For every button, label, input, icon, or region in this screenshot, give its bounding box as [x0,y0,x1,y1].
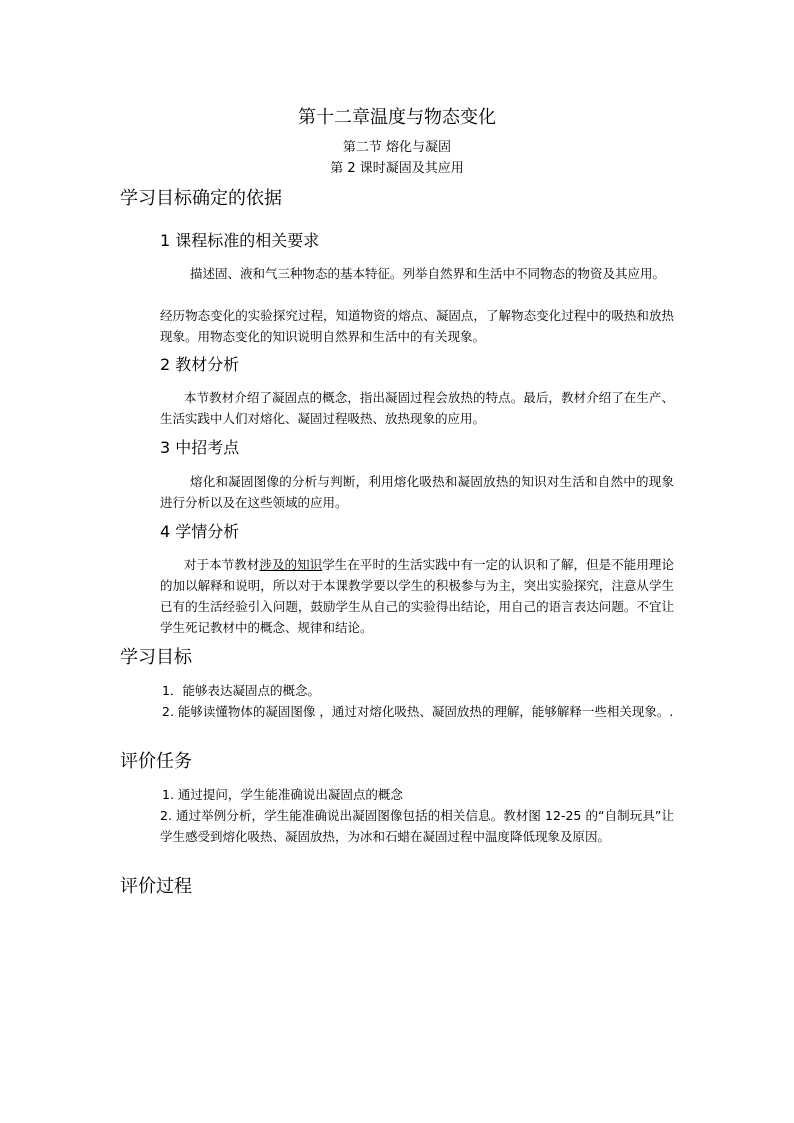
section-subtitle: 第二节 熔化与凝固 [342,140,452,155]
students-text-underlined: 涉及的知识 [259,557,323,572]
document-title: 第十二章温度与物态变化 [298,107,496,128]
textbook-paragraph: 本节教材介绍了凝固点的概念，指出凝固过程会放热的特点。最后，教材介绍了在生产、生活实践中人们对熔化、凝固过程吸热、放热现象的应用。 [160,390,674,426]
heading-process: 评价过程 [120,876,192,897]
heading-goals: 学习目标 [120,647,192,668]
standards-paragraph-2: 经历物态变化的实验探究过程，知道物资的熔点、凝固点，了解物态变化过程中的吸热和放热现象。用物态变化的知识说明自然界和生活中的有关现象。 [160,308,674,344]
goal-item-2: 2. 能够读懂物体的凝固图像 ，通过对熔化吸热、凝固放热的理解，能够解释一些相关现象。. [162,704,674,719]
students-paragraph [160,554,674,638]
goal-item-1: 1．能够表达凝固点的概念。 [162,683,320,698]
exam-paragraph: 熔化和凝固图像的分析与判断，利用熔化吸热和凝固放热的知识对生活和自然中的现象进行分析以及在这些领域的应用。 [160,474,674,510]
task-item-2: 2. 通过举例分析，学生能准确说出凝固图像包括的相关信息。教材图 12-25 的“自制玩具”让学生感受到熔化吸热、凝固放热，为冰和石蜡在凝固过程中温度降低现象及原因。 [160,808,674,844]
task-item-1: 1. 通过提问，学生能准确说出凝固点的概念 [162,787,403,802]
heading-students: 4 学情分析 [160,522,240,541]
heading-standards: 1 课程标准的相关要求 [160,231,320,250]
students-text-rest: 学生在平时的生活实践中有一定的认识和了解，但是不能用理论的加以解释和说明，所以对于本课教学要以学生的积极参与为主，突出实验探究，注意从学生已有的生活经验引入问题，鼓励学生从自己的实验得出结论，用自己的语言表达问题。不宜让学生死记教材中的概念、规律和结论。 [160,557,674,635]
heading-textbook: 2 教材分析 [160,355,240,374]
students-text-start: 对于本节教材 [184,557,260,572]
heading-basis: 学习目标确定的依据 [120,188,282,209]
standards-paragraph-1: 描述固、液和气三种物态的基本特征。列举自然界和生活中不同物态的物资及其应用。 [190,266,666,281]
heading-exam: 3 中招考点 [160,438,240,457]
lesson-subtitle: 第 2 课时凝固及其应用 [330,161,464,176]
heading-tasks: 评价任务 [120,751,192,772]
